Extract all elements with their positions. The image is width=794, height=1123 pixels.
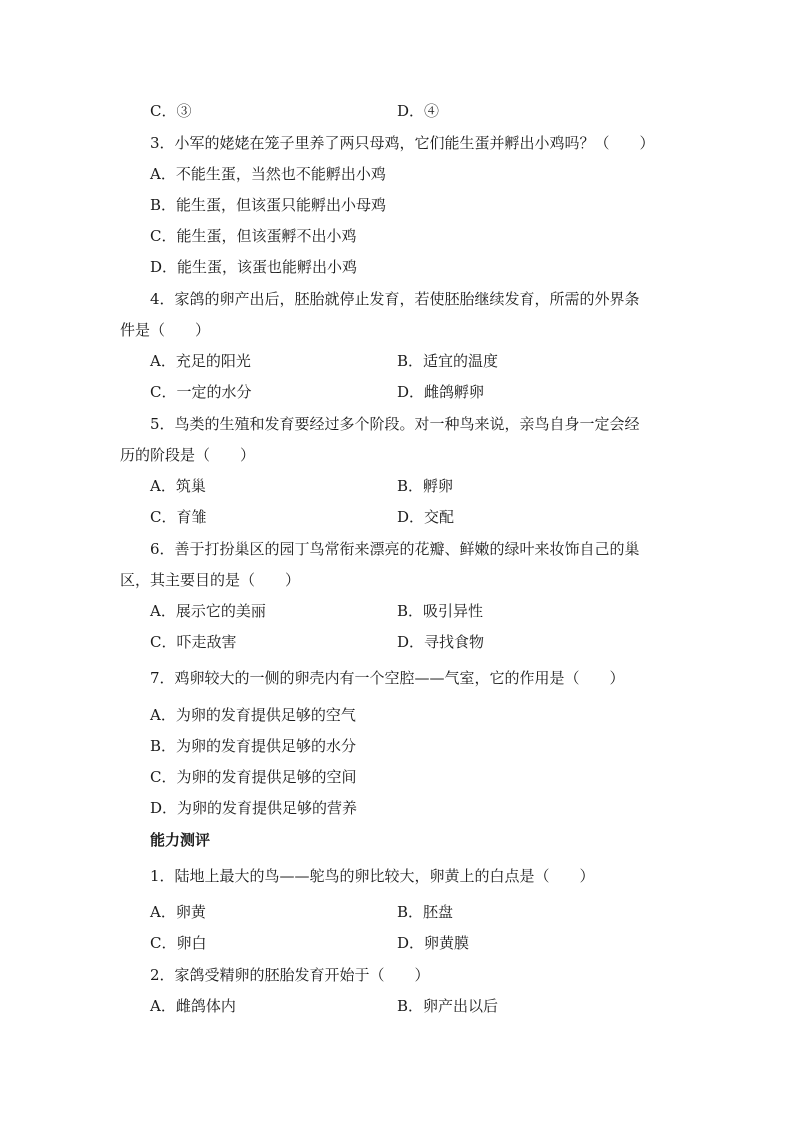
- question-7-stem: 7．鸡卵较大的一侧的卵壳内有一个空腔——气室，它的作用是（ ）: [150, 669, 625, 687]
- question-7-option-d: D．为卵的发育提供足够的营养: [150, 799, 358, 817]
- prev-option-c: C．③: [150, 102, 192, 120]
- question-6-option-d: D．寻找食物: [397, 633, 485, 651]
- question-5-option-b: B．孵卵: [397, 477, 454, 495]
- section-heading: 能力测评: [150, 831, 211, 849]
- ability-question-1-option-b: B．胚盘: [397, 903, 454, 921]
- ability-question-1-option-a: A．卵黄: [150, 903, 206, 921]
- question-4-option-c: C．一定的水分: [150, 383, 252, 401]
- question-6-stem-line2: 区，其主要目的是（ ）: [120, 571, 301, 589]
- question-3-option-c: C．能生蛋，但该蛋孵不出小鸡: [150, 227, 357, 245]
- question-3-stem: 3．小军的姥姥在笼子里养了两只母鸡，它们能生蛋并孵出小鸡吗？（ ）: [150, 134, 655, 152]
- question-6-stem-line1: 6．善于打扮巢区的园丁鸟常衔来漂亮的花瓣、鲜嫩的绿叶来妆饰自己的巢: [150, 540, 640, 558]
- ability-question-2-stem: 2．家鸽受精卵的胚胎发育开始于（ ）: [150, 966, 430, 984]
- prev-option-d: D．④: [397, 102, 440, 120]
- question-6-option-c: C．吓走敌害: [150, 633, 237, 651]
- question-7-option-c: C．为卵的发育提供足够的空间: [150, 768, 357, 786]
- question-6-option-b: B．吸引异性: [397, 602, 484, 620]
- question-5-option-a: A．筑巢: [150, 477, 206, 495]
- question-7-option-b: B．为卵的发育提供足够的水分: [150, 737, 357, 755]
- question-4-option-a: A．充足的阳光: [150, 352, 251, 370]
- question-7-option-a: A．为卵的发育提供足够的空气: [150, 706, 356, 724]
- question-5-option-d: D．交配: [397, 508, 455, 526]
- ability-question-1-stem: 1．陆地上最大的鸟——鸵鸟的卵比较大，卵黄上的白点是（ ）: [150, 867, 595, 885]
- ability-question-1-option-c: C．卵白: [150, 934, 207, 952]
- ability-question-1-option-d: D．卵黄膜: [397, 934, 470, 952]
- question-4-option-b: B．适宜的温度: [397, 352, 499, 370]
- question-6-option-a: A．展示它的美丽: [150, 602, 266, 620]
- question-3-option-a: A．不能生蛋，当然也不能孵出小鸡: [150, 165, 386, 183]
- question-5-stem-line1: 5．鸟类的生殖和发育要经过多个阶段。对一种鸟来说，亲鸟自身一定会经: [150, 415, 640, 433]
- ability-question-2-option-b: B．卵产出以后: [397, 997, 499, 1015]
- question-4-stem-line1: 4．家鸽的卵产出后，胚胎就停止发育，若使胚胎继续发育，所需的外界条: [150, 290, 640, 308]
- question-5-option-c: C．育雏: [150, 508, 207, 526]
- question-4-stem-line2: 件是（ ）: [120, 321, 211, 339]
- question-5-stem-line2: 历的阶段是（ ）: [120, 446, 256, 464]
- question-3-option-d: D．能生蛋，该蛋也能孵出小鸡: [150, 258, 358, 276]
- ability-question-2-option-a: A．雌鸽体内: [150, 997, 236, 1015]
- question-3-option-b: B．能生蛋，但该蛋只能孵出小母鸡: [150, 196, 387, 214]
- question-4-option-d: D．雌鸽孵卵: [397, 383, 485, 401]
